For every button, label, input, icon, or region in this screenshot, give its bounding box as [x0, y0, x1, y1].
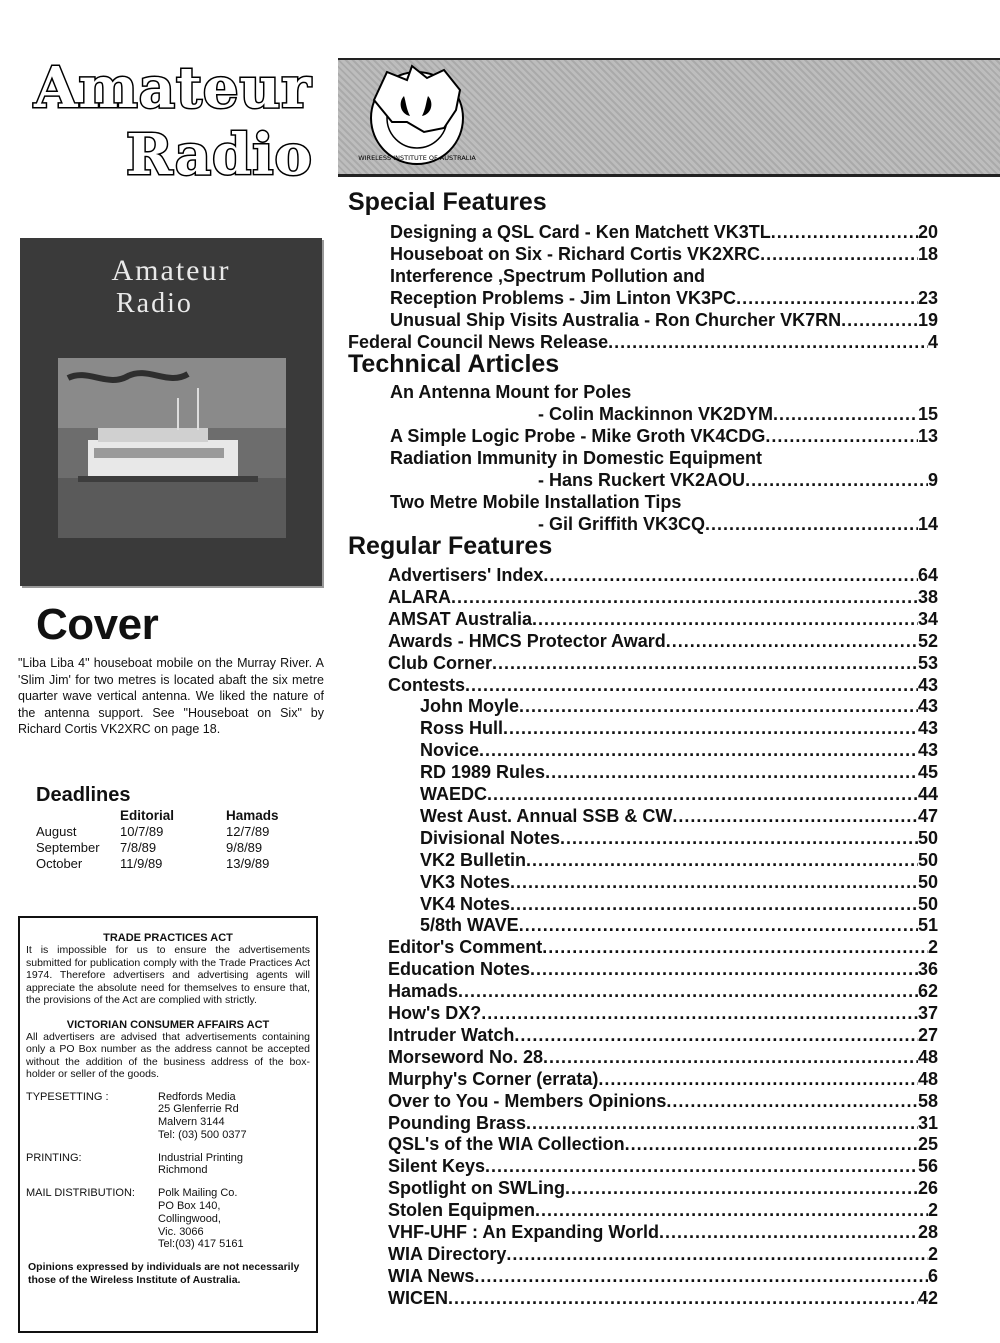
toc-entry-regular[interactable] — [388, 608, 938, 630]
toc-entry-label: Hamads — [388, 981, 459, 1001]
toc-entry-page: 43 — [917, 696, 938, 716]
toc-entry-houseboat-on-six[interactable] — [390, 243, 938, 265]
toc-leader-dots — [543, 1046, 918, 1068]
toc-leader-dots — [474, 1265, 928, 1287]
toc-entry-page: 37 — [917, 1003, 938, 1023]
toc-entry-label: VK3 Notes — [420, 872, 511, 892]
toc-entry-page: 47 — [917, 806, 938, 826]
mail-distribution-label: MAIL DISTRIBUTION: — [26, 1187, 135, 1200]
toc-entry-label: WICEN — [388, 1288, 448, 1308]
toc-entry-page: 48 — [917, 1047, 938, 1067]
deadlines-row — [36, 840, 279, 856]
toc-entry-regular[interactable] — [420, 761, 938, 783]
toc-leader-dots — [666, 1090, 918, 1112]
toc-entry-label: Club Corner — [388, 653, 493, 673]
toc-entry-page: 62 — [917, 981, 938, 1001]
printing-row — [20, 1152, 316, 1178]
masthead-logo-art — [30, 52, 340, 182]
cover-image-title-line2: Radio — [116, 288, 193, 319]
deadlines-title: Deadlines — [36, 784, 131, 806]
toc-entry-page: 18 — [917, 244, 938, 264]
deadlines-cell: September — [36, 840, 100, 855]
toc-leader-dots — [705, 513, 918, 535]
toc-entry-regular[interactable] — [420, 893, 938, 915]
deadlines-cell: August — [36, 824, 77, 839]
toc-entry-label: Stolen Equipmen — [388, 1200, 536, 1220]
toc-leader-dots — [745, 469, 928, 491]
cover-image-title-line1: Amateur — [111, 254, 231, 287]
consumer-affairs-text: All advertisers are advised that advertisements containing only a PO Box number as the address cannot be accepted without the addition of the business address of the box-holder or seller of the goods. — [26, 1030, 310, 1080]
deadlines-cell: 10/7/89 — [120, 824, 164, 839]
toc-entry-reception-problems[interactable] — [390, 287, 938, 309]
toc-leader-dots — [532, 608, 918, 630]
toc-entry-page: 4 — [927, 332, 938, 352]
toc-leader-dots — [514, 1024, 918, 1046]
toc-entry-label: West Aust. Annual SSB & CW — [420, 806, 673, 826]
toc-entry-label: - Colin Mackinnon VK2DYM — [538, 404, 774, 424]
toc-entry-radiation-immunity-title[interactable]: Radiation Immunity in Domestic Equipment — [390, 448, 763, 468]
toc-entry-regular[interactable] — [388, 1024, 938, 1046]
toc-entry-label: 5/8th WAVE — [420, 915, 519, 935]
toc-leader-dots — [760, 243, 918, 265]
toc-entry-label: ALARA — [388, 587, 451, 607]
technical-articles-heading: Technical Articles — [348, 350, 560, 378]
deadlines-cell: 13/9/89 — [226, 856, 270, 871]
toc-entry-page: 28 — [917, 1222, 938, 1242]
toc-entry-federal-council[interactable] — [348, 331, 938, 353]
toc-entry-page: 42 — [917, 1288, 938, 1308]
toc-leader-dots — [485, 1155, 918, 1177]
toc-entry-label: A Simple Logic Probe - Mike Groth VK4CDG — [390, 426, 766, 446]
toc-entry-unusual-ship[interactable] — [390, 309, 938, 331]
toc-leader-dots — [519, 914, 918, 936]
toc-entry-label: Designing a QSL Card - Ken Matchett VK3TL — [390, 222, 771, 242]
trade-practices-text: It is impossible for us to ensure the advertisements submitted for publication comply with the Trade Practices Act 1974. Therefore advertisers and advertising agents will appreciate the absolute need for themselves to ensure that, the provisions of the Act are complied with strictly. — [26, 944, 310, 1006]
toc-leader-dots — [560, 827, 918, 849]
masthead-title-line2: Radio — [126, 122, 313, 182]
toc-entry-page: 31 — [917, 1113, 938, 1133]
toc-entry-page: 44 — [917, 784, 938, 804]
toc-entry-interference-line1[interactable]: Interference ,Spectrum Pollution and — [390, 266, 706, 286]
toc-entry-label: Ross Hull — [420, 718, 504, 738]
toc-entry-regular[interactable] — [388, 1155, 938, 1177]
toc-leader-dots — [598, 1068, 918, 1090]
toc-entry-page: 2 — [927, 1200, 938, 1220]
toc-leader-dots — [526, 1112, 918, 1134]
toc-entry-page: 15 — [917, 404, 938, 424]
toc-entry-regular[interactable] — [420, 871, 938, 893]
cover-heading: Cover — [36, 600, 159, 649]
toc-leader-dots — [625, 1133, 918, 1155]
toc-entry-label: VK4 Notes — [420, 894, 511, 914]
toc-entry-label: Houseboat on Six - Richard Cortis VK2XRC — [390, 244, 761, 264]
toc-entry-page: 50 — [917, 872, 938, 892]
toc-entry-page: 25 — [917, 1134, 938, 1154]
cover-caption: "Liba Liba 4" houseboat mobile on the Murray River. A 'Slim Jim' for two metres is located abaft the six metre quarter wave vertical antenna. We liked the nature of the antenna support. See "Houseboat on Six" by Richard Cortis VK2XRC on page 18. — [18, 656, 324, 736]
masthead-title-line1: Amateur — [34, 55, 312, 121]
toc-leader-dots — [448, 1287, 918, 1309]
toc-entry-regular[interactable] — [388, 1133, 938, 1155]
deadlines-header: Hamads — [226, 808, 279, 823]
consumer-affairs-title: VICTORIAN CONSUMER AFFAIRS ACT — [66, 1018, 270, 1031]
toc-leader-dots — [458, 980, 918, 1002]
toc-entry-regular[interactable] — [388, 586, 938, 608]
mail-distribution-value: Polk Mailing Co. PO Box 140, Collingwood, Vic. 3066 Tel:(03) 417 5161 — [158, 1187, 244, 1251]
toc-entry-label: Silent Keys — [388, 1156, 486, 1176]
toc-entry-label: Divisional Notes — [420, 828, 561, 848]
toc-entry-regular[interactable] — [420, 849, 938, 871]
toc-leader-dots — [841, 309, 918, 331]
toc-entry-antenna-mount-author[interactable] — [538, 403, 938, 425]
deadlines-cell: 11/9/89 — [120, 856, 163, 871]
toc-entry-regular[interactable] — [420, 914, 938, 936]
toc-entry-page: 48 — [917, 1069, 938, 1089]
toc-entry-label: Federal Council News Release — [348, 332, 609, 352]
toc-entry-regular[interactable] — [388, 1287, 938, 1309]
toc-leader-dots — [535, 1199, 928, 1221]
deadlines-table — [36, 808, 279, 872]
australia-map-icon — [352, 60, 482, 170]
mail-distribution-row — [20, 1187, 316, 1251]
toc-entry-label: Education Notes — [388, 959, 531, 979]
toc-entry-regular[interactable] — [388, 1265, 938, 1287]
toc-entry-label: Pounding Brass — [388, 1113, 527, 1133]
toc-entry-regular[interactable] — [388, 630, 938, 652]
toc-entry-label: Morseword No. 28 — [388, 1047, 544, 1067]
deadlines-header — [36, 808, 120, 824]
toc-entry-page: 9 — [927, 470, 938, 490]
toc-entry-page: 52 — [917, 631, 938, 651]
toc-entry-page: 13 — [917, 426, 938, 446]
toc-entry-label: John Moyle — [420, 696, 520, 716]
masthead-logo — [30, 52, 340, 182]
toc-entry-label: How's DX? — [388, 1003, 482, 1023]
toc-entry-page: 53 — [917, 653, 938, 673]
special-features-heading: Special Features — [348, 188, 547, 216]
toc-entry-page: 19 — [917, 310, 938, 330]
toc-entry-regular[interactable] — [388, 674, 938, 696]
toc-entry-regular[interactable] — [388, 1221, 938, 1243]
toc-leader-dots — [487, 783, 918, 805]
toc-leader-dots — [542, 936, 928, 958]
toc-entry-label: AMSAT Australia — [388, 609, 533, 629]
toc-leader-dots — [451, 586, 918, 608]
toc-entry-regular[interactable] — [388, 1177, 938, 1199]
toc-entry-page: 58 — [917, 1091, 938, 1111]
deadlines-header: Editorial — [120, 808, 175, 823]
deadlines-row — [36, 824, 279, 840]
toc-entry-label: Murphy's Corner (errata) — [388, 1069, 599, 1089]
toc-leader-dots — [510, 893, 918, 915]
toc-entry-regular[interactable] — [388, 1002, 938, 1024]
toc-leader-dots — [479, 739, 918, 761]
deadlines-header-row — [36, 808, 279, 824]
toc-entry-page: 50 — [917, 894, 938, 914]
toc-entry-label: - Hans Ruckert VK2AOU — [538, 470, 746, 490]
toc-entry-regular[interactable] — [388, 1243, 938, 1265]
toc-entry-regular[interactable] — [388, 1068, 938, 1090]
toc-leader-dots — [773, 403, 918, 425]
toc-leader-dots — [503, 717, 918, 739]
toc-entry-two-metre-title[interactable]: Two Metre Mobile Installation Tips — [390, 492, 682, 512]
deadlines-cell: 12/7/89 — [226, 824, 270, 839]
toc-entry-label: Intruder Watch — [388, 1025, 515, 1045]
toc-leader-dots — [672, 805, 918, 827]
toc-leader-dots — [506, 1243, 928, 1265]
toc-entry-page: 43 — [917, 675, 938, 695]
toc-entry-page: 43 — [917, 740, 938, 760]
toc-entry-page: 20 — [917, 222, 938, 242]
toc-leader-dots — [510, 871, 918, 893]
cover-image — [20, 238, 322, 586]
toc-entry-regular[interactable] — [388, 1199, 938, 1221]
printing-value: Industrial Printing Richmond — [158, 1151, 243, 1177]
toc-entry-label: WIA News — [388, 1266, 475, 1286]
toc-leader-dots — [771, 221, 918, 243]
toc-entry-label: Novice — [420, 740, 480, 760]
toc-leader-dots — [659, 1221, 918, 1243]
toc-entry-label: Reception Problems - Jim Linton VK3PC — [390, 288, 737, 308]
toc-entry-page: 64 — [917, 565, 938, 585]
toc-leader-dots — [543, 564, 918, 586]
toc-entry-label: Spotlight on SWLing — [388, 1178, 565, 1198]
toc-entry-page: 2 — [927, 1244, 938, 1264]
deadlines-cell: 7/8/89 — [120, 840, 157, 855]
toc-entry-regular[interactable] — [420, 695, 938, 717]
toc-entry-label: Advertisers' Index — [388, 565, 544, 585]
publication-info-box — [18, 916, 318, 1333]
toc-entry-regular[interactable] — [388, 1112, 938, 1134]
toc-entry-label: - Gil Griffith VK3CQ — [538, 514, 706, 534]
toc-entry-page: 36 — [917, 959, 938, 979]
toc-entry-page: 50 — [917, 850, 938, 870]
printing-label: PRINTING: — [26, 1151, 82, 1164]
toc-entry-regular[interactable] — [420, 827, 938, 849]
deadlines-row — [36, 856, 279, 872]
toc-entry-page: 26 — [917, 1178, 938, 1198]
regular-features-heading: Regular Features — [348, 532, 553, 560]
toc-leader-dots — [526, 849, 918, 871]
toc-entry-logic-probe[interactable] — [390, 425, 938, 447]
toc-entry-regular[interactable] — [388, 1046, 938, 1068]
toc-entry-designing-qsl[interactable] — [390, 221, 938, 243]
typesetting-value: Redfords Media 25 Glenferrie Rd Malvern 3144 Tel: (03) 500 0377 — [158, 1090, 247, 1141]
toc-entry-page: 56 — [917, 1156, 938, 1176]
toc-entry-regular[interactable] — [388, 652, 938, 674]
toc-entry-label: RD 1989 Rules — [420, 762, 546, 782]
toc-leader-dots — [492, 652, 918, 674]
toc-entry-label: WIA Directory — [388, 1244, 507, 1264]
toc-entry-page: 14 — [917, 514, 938, 534]
toc-entry-page: 27 — [917, 1025, 938, 1045]
toc-entry-label: Over to You - Members Opinions — [388, 1091, 667, 1111]
toc-entry-regular[interactable] — [420, 739, 938, 761]
toc-leader-dots — [519, 695, 918, 717]
toc-entry-label: Unusual Ship Visits Australia - Ron Churcher VK7RN — [390, 310, 842, 330]
toc-entry-label: Awards - HMCS Protector Award — [388, 631, 666, 651]
toc-leader-dots — [565, 1177, 918, 1199]
wia-emblem-text: WIRELESS INSTITUTE OF AUSTRALIA — [358, 154, 476, 162]
wia-emblem — [352, 60, 482, 170]
toc-entry-regular[interactable] — [388, 564, 938, 586]
toc-entry-page: 2 — [927, 937, 938, 957]
deadlines-cell: October — [36, 856, 83, 871]
toc-entry-label: Contests — [388, 675, 466, 695]
toc-entry-page: 43 — [917, 718, 938, 738]
toc-entry-page: 50 — [917, 828, 938, 848]
toc-leader-dots — [545, 761, 918, 783]
toc-entry-regular[interactable] — [388, 1090, 938, 1112]
toc-entry-page: 34 — [917, 609, 938, 629]
toc-entry-label: VHF-UHF : An Expanding World — [388, 1222, 659, 1242]
toc-leader-dots — [465, 674, 918, 696]
toc-entry-label: Editor's Comment — [388, 937, 543, 957]
houseboat-photo — [58, 358, 286, 538]
typesetting-label: TYPESETTING : — [26, 1090, 109, 1103]
toc-entry-radiation-immunity-author[interactable] — [538, 469, 938, 491]
typesetting-row — [20, 1091, 316, 1142]
toc-entry-page: 6 — [927, 1266, 938, 1286]
toc-leader-dots — [608, 331, 928, 353]
toc-entry-regular[interactable] — [388, 936, 938, 958]
toc-entry-page: 23 — [917, 288, 938, 308]
toc-entry-regular[interactable] — [420, 783, 938, 805]
toc-entry-label: WAEDC — [420, 784, 487, 804]
toc-entry-page: 51 — [917, 915, 938, 935]
toc-entry-page: 38 — [917, 587, 938, 607]
toc-leader-dots — [530, 958, 918, 980]
toc-leader-dots — [666, 630, 918, 652]
toc-entry-antenna-mount-title[interactable]: An Antenna Mount for Poles — [390, 382, 632, 402]
toc-leader-dots — [765, 425, 918, 447]
opinions-disclaimer: Opinions expressed by individuals are not necessarily those of the Wireless Institute of Australia. — [28, 1261, 300, 1286]
toc-entry-regular[interactable] — [388, 958, 938, 980]
toc-entry-regular[interactable] — [420, 805, 938, 827]
toc-leader-dots — [481, 1002, 918, 1024]
toc-entry-two-metre-author[interactable] — [538, 513, 938, 535]
toc-entry-regular[interactable] — [388, 980, 938, 1002]
trade-practices-title: TRADE PRACTICES ACT — [103, 932, 233, 944]
toc-leader-dots — [736, 287, 918, 309]
deadlines-cell: 9/8/89 — [226, 840, 263, 855]
toc-entry-label: QSL's of the WIA Collection — [388, 1134, 625, 1154]
toc-entry-label: VK2 Bulletin — [420, 850, 527, 870]
toc-entry-page: 45 — [917, 762, 938, 782]
toc-entry-regular[interactable] — [420, 717, 938, 739]
